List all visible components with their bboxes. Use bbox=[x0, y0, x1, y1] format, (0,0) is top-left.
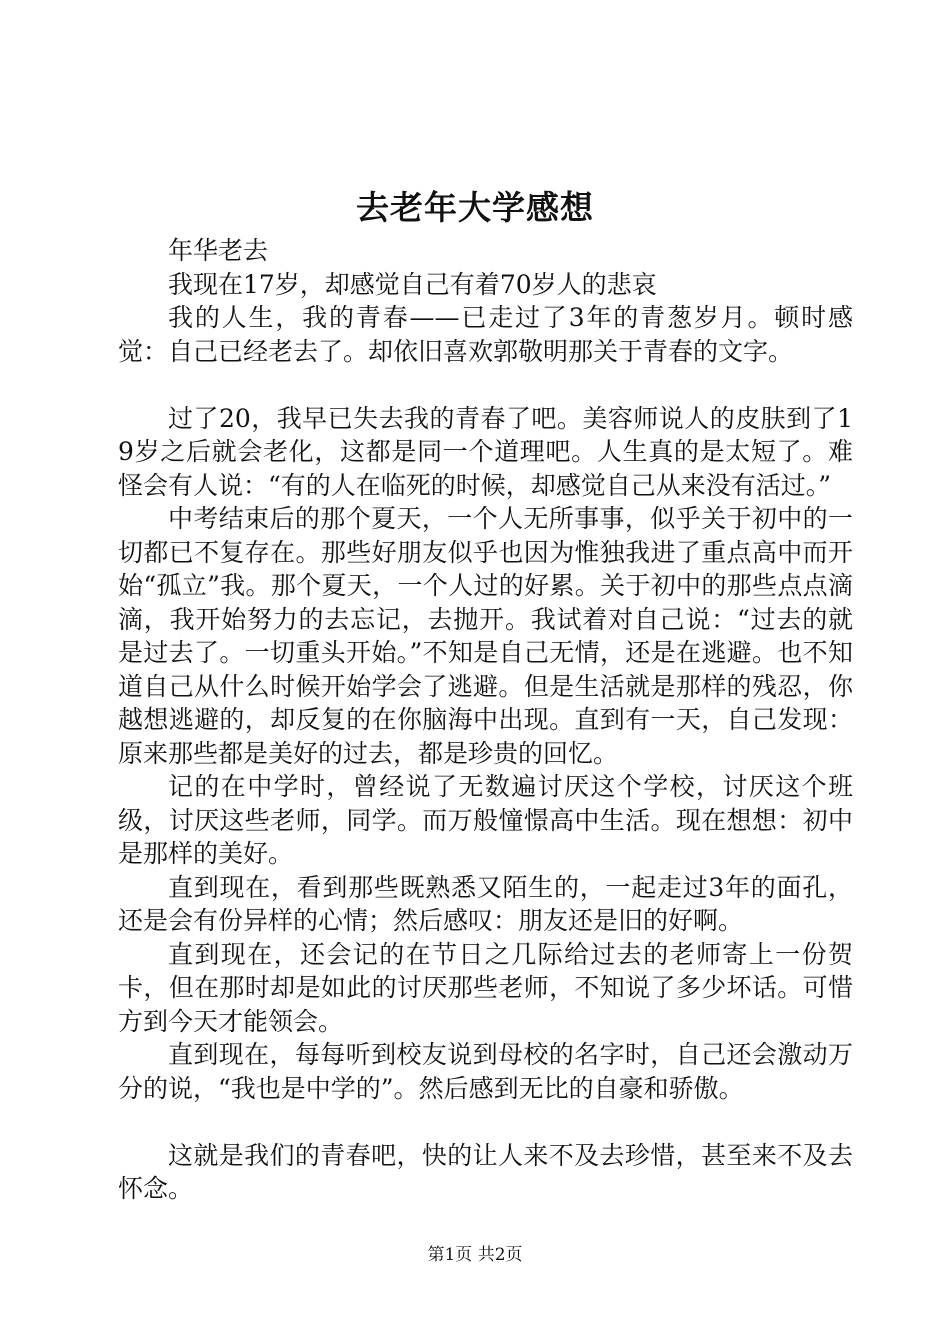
paragraph-alma-mater: 直到现在，每每听到校友说到母校的名字时，自己还会激动万分的说，“我也是中学的”。然后感到无比的自豪和骄傲。 bbox=[118, 1040, 853, 1103]
paragraph-youth: 我的人生，我的青春——已走过了3年的青葱岁月。顿时感觉：自己已经老去了。却依旧喜欢郭敬明那关于青春的文字。 bbox=[118, 303, 853, 366]
paragraph-twenty: 过了20，我早已失去我的青春了吧。美容师说人的皮肤到了19岁之后就会老化，这都是同一个道理吧。人生真的是太短了。难怪会有人说：“有的人在临死的时候，却感觉自己从来没有活过。” bbox=[118, 403, 853, 500]
document-body bbox=[118, 234, 853, 1206]
blank-line bbox=[118, 368, 853, 402]
paragraph-subtitle: 年华老去 bbox=[168, 236, 269, 265]
paragraph-conclusion: 这就是我们的青春吧，快的让人来不及去珍惜，甚至来不及去怀念。 bbox=[118, 1140, 853, 1203]
paragraph-cards: 直到现在，还会记的在节日之几际给过去的老师寄上一份贺卡，但在那时却是如此的讨厌那些老师，不知说了多少坏话。可惜方到今天才能领会。 bbox=[118, 939, 853, 1036]
paragraph-age: 我现在17岁，却感觉自己有着70岁人的悲哀 bbox=[168, 269, 657, 299]
paragraph-summer: 中考结束后的那个夏天，一个人无所事事，似乎关于初中的一切都已不复存在。那些好朋友似乎也因为惟独我进了重点高中而开始“孤立”我。那个夏天，一个人过的好累。关于初中的那些点点滴滴，我开始努力的去忘记，去抛开。我试着对自己说：“过去的就是过去了。一切重头开始。”不知是自己无情，还是在逃避。也不知道自己从什么时候开始学会了逃避。但是生活就是那样的残忍，你越想逃避的，却反复的在你脑海中出现。直到有一天，自己发现：原来那些都是美好的过去，都是珍贵的回忆。 bbox=[118, 504, 853, 768]
blank-line bbox=[118, 1105, 853, 1139]
paragraph-school: 记的在中学时，曾经说了无数遍讨厌这个学校，讨厌这个班级，讨厌这些老师，同学。而万般憧憬高中生活。现在想想：初中是那样的美好。 bbox=[118, 772, 853, 868]
paragraph-faces: 直到现在，看到那些既熟悉又陌生的，一起走过3年的面孔，还是会有份异样的心情；然后感叹：朋友还是旧的好啊。 bbox=[118, 872, 853, 935]
page-footer: 第1页 共2页 bbox=[427, 1245, 523, 1265]
document-title: 去老年大学感想 bbox=[356, 188, 594, 227]
